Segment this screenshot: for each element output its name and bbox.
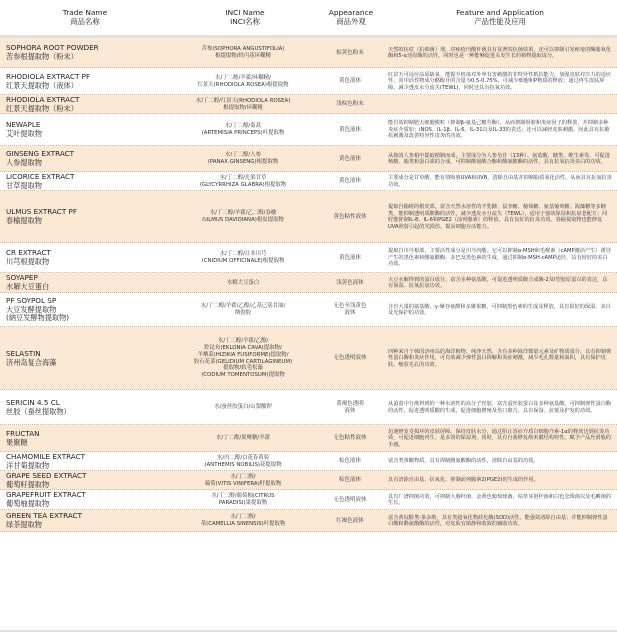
appearance-cell <box>320 172 380 191</box>
inci-name-cell <box>168 510 318 532</box>
appearance-cell-text: 无色至浅黄色 <box>333 303 367 309</box>
table-row <box>0 273 617 293</box>
feature-cell <box>388 243 612 273</box>
feature-cell-text: 大豆水解得到的蛋白成分，富含多种氨基酸，可促进透明质酸合成酶-2及I型胶原蛋白的表达，具有保湿、抗氧抗衰功效。 <box>388 276 608 289</box>
inci-name-cell-text: 胶石花菜(GELIDIUM CARTILAGINEUM) <box>193 358 293 365</box>
inci-name-cell-text: 葡萄(VITIS VINIFERA)籽提取物 <box>204 480 282 487</box>
inci-name-cell-text: 水/丁二醇/羊藿/环糊精/ <box>215 74 271 81</box>
appearance-cell-text: 浅棕色粉末 <box>336 101 364 107</box>
inci-name-cell-text: 水/丁二醇/红景天(RHODIOLA ROSEA) <box>195 97 291 104</box>
trade-name-cell-text: SELASTIN <box>6 348 41 358</box>
header-appearance-en: Appearance <box>328 7 374 17</box>
feature-cell <box>388 95 612 114</box>
feature-cell <box>388 425 612 452</box>
inci-name-cell <box>168 273 318 293</box>
header-feature-en: Feature and Application <box>456 7 544 17</box>
inci-name-cell <box>168 172 318 191</box>
trade-name-cell <box>6 68 166 95</box>
appearance-cell-text: 红褐色液体 <box>336 517 364 524</box>
inci-name-cell-text: 水解大豆蛋白 <box>226 279 260 286</box>
appearance-cell-text: 无色粘性液体 <box>333 435 367 441</box>
appearance-cell <box>320 490 380 510</box>
inci-name-cell-text: 水/丁二醇/羊藿/乙二醇/春榆 <box>209 210 277 217</box>
trade-name-cell-text: GREEN TEA EXTRACT <box>6 511 83 521</box>
trade-name-cell <box>6 510 166 532</box>
table-row <box>0 510 617 532</box>
inci-name-cell-text: 根提取物/环糊精 <box>223 104 263 111</box>
header-appearance <box>316 0 386 33</box>
feature-cell <box>388 327 612 390</box>
trade-name-cell-text: 人参提取物 <box>6 158 42 167</box>
table-row <box>0 68 617 95</box>
feature-cell-text: 天然的抗痘（抗细菌）剂，对痤疮丙酸杆菌具有显著的抗菌效果，还可以抑制引发痤疮的酶脂氧化酶和5-α还原酶的活性，同时也是一种能够促进头发生长的植物提取成分。 <box>388 46 612 59</box>
table-row <box>0 293 617 327</box>
table-row <box>0 425 617 452</box>
table-row <box>0 191 617 243</box>
inci-name-cell-text: 羊栖菜(HIZIKIA FUSIFORME)提取物/ <box>197 351 289 358</box>
trade-name-cell-text: 济州岛复合海藻 <box>6 357 57 367</box>
appearance-cell <box>320 146 380 172</box>
trade-name-cell <box>6 243 166 273</box>
appearance-cell-text: 棕黄色粉末 <box>336 49 364 56</box>
feature-cell-text: 能有效抑制肥大细胞脱粒（抑制β-氨基己糖苷酶），从而抑制组胺和炎症因子的释放，并抑制多种炎症介质如：iNOS、IL-1β、IL-6、IL-31以及IL-33的表达；还可以减轻皮肤刺激，因此具有抗敏抗刺激及改善特异性皮炎的功效。 <box>388 120 610 140</box>
feature-cell <box>388 293 612 327</box>
trade-name-cell-text: ULMUS EXTRACT PF <box>6 207 77 217</box>
appearance-cell <box>320 390 380 425</box>
appearance-cell <box>320 243 380 273</box>
table-row <box>0 114 617 146</box>
inci-name-cell-text: 水/丁二醇/光果甘草 <box>219 174 267 181</box>
appearance-cell-text: 无色透明液体 <box>333 496 367 503</box>
inci-name-cell-text: 水/丁二醇/羊藿/乙醇/乙基己基甘油/ <box>200 303 286 310</box>
feature-cell-text: 四种来自于韩国济州岛的海洋植物，纯净天然，含有多种海洋微量元素及矿物质成分，具有抑制弹性蛋白酶和炎症作用，可有效减少弹性蛋白降解和炎症刺激，减少毛孔数量和面积，具有保护皮肤、缩放毛孔的功效。 <box>388 348 612 368</box>
appearance-cell <box>320 510 380 532</box>
appearance-cell-text: 棕色液体 <box>338 477 361 483</box>
header-trade-name <box>20 0 150 33</box>
feature-cell <box>388 452 612 471</box>
header-inci-name-en: INCI Name <box>225 7 265 17</box>
appearance-cell <box>320 114 380 146</box>
appearance-cell <box>320 38 380 68</box>
feature-cell <box>388 114 612 146</box>
trade-name-cell-text: 果聚糖 <box>6 437 28 447</box>
inci-name-cell <box>168 327 318 390</box>
feature-cell <box>388 471 612 490</box>
inci-name-cell <box>168 390 318 425</box>
table-header <box>0 0 617 33</box>
appearance-cell <box>320 273 380 293</box>
inci-name-cell <box>168 452 318 471</box>
feature-cell <box>388 68 612 95</box>
appearance-cell <box>320 191 380 243</box>
trade-name-cell <box>6 490 166 510</box>
appearance-cell-text: 黄色粘性液体 <box>333 213 367 220</box>
inci-name-cell-text: 腔昆布(EKLONIA CAVA)提取物/ <box>204 344 282 351</box>
trade-name-cell-text: SOYAPEP <box>6 273 38 283</box>
trade-name-cell-text: 葡萄籽提取物 <box>6 479 50 489</box>
trade-name-cell-text: 甘草提取物 <box>6 180 42 190</box>
trade-name-cell <box>6 293 166 327</box>
header-feature-cn: 产品性能及应用 <box>474 16 526 26</box>
feature-cell <box>388 146 612 172</box>
feature-cell-text: 提取自榆树的根皮部，富含天然水溶性的羊乳糖、鼠李糖、葡萄糖、氨基葡萄糖、海藻糖等多糖类。能抑制透明质酸酶的活性，减少透皮水分流失（TEWL），适用于强效保湿和抗衰老配方；同时能抑制IL-8、IL-6和PGE2（前列腺素）的释放，具有良好的抗炎功效。春榆提取物也能修复UVA照射引起的光损伤，提高细胞存活能力。 <box>388 204 608 230</box>
trade-name-cell <box>6 146 166 172</box>
row-separator <box>0 531 617 532</box>
appearance-cell <box>320 452 380 471</box>
feature-cell-text: 红景天可适应高原缺氧、能提升机体对外界有害刺激的非特异性抵抗能力，加强皮肤对压力的适应性，其中活性物成分酪醇苷的含量为0.5-0.75%，可减少细胞和P物质的释放；通过再生皮肤屏障，减少透皮水分流失(TEWL)，同时还具有抗氧功效。 <box>388 71 612 91</box>
table-row <box>0 390 617 425</box>
trade-name-cell <box>6 390 166 425</box>
header-inci-name-cn: INCI名称 <box>230 16 260 26</box>
trade-name-cell-text: 红景天提取物（液体） <box>6 80 78 90</box>
trade-name-cell-text: 红景天提取物（粉末） <box>6 103 78 113</box>
trade-name-cell-text: PF SOYPOL SP <box>6 296 57 306</box>
appearance-cell <box>320 471 380 490</box>
inci-name-cell <box>168 191 318 243</box>
inci-name-cell <box>168 114 318 146</box>
inci-name-cell-text: 水/丁二醇/ <box>230 514 256 521</box>
inci-name-cell <box>168 490 318 510</box>
inci-name-cell-text: 水/丁二醇/日本川芎 <box>219 251 267 258</box>
footer-divider <box>0 630 617 632</box>
feature-cell-text: 迅速修复受损坏的皮肤屏障，保持皮肤水分，通过阻止炎症介质白细胞介素-1α的释放达到抗炎功效，可促进细胞再生，是多效的保湿剂，同时，具有自我修复纳米膜结构特性，赋予产品丝滑般的手感。 <box>388 428 612 448</box>
feature-cell-text: 具有清除自由基、抗氧化、抑制前列腺素2(PGE2)的生成的作用。 <box>388 477 539 484</box>
trade-name-cell-text: CR EXTRACT <box>6 248 51 258</box>
inci-name-cell-text: 纳孢胶 <box>234 310 252 316</box>
table-row <box>0 327 617 390</box>
trade-name-cell-text: 苦参根提取物（粉末） <box>6 52 78 61</box>
trade-name-cell-text: 水解大豆蛋白 <box>6 282 50 291</box>
feature-cell <box>388 510 612 532</box>
inci-name-cell-text: 苦参(SOPHORA ANGUSTIFOLIA) <box>201 46 285 53</box>
appearance-cell-text: 液体 <box>344 407 356 414</box>
appearance-cell-text: 黄色液体 <box>338 155 361 162</box>
table-row <box>0 38 617 68</box>
inci-name-cell-text: 水/丙二醇/白花春黄菊 <box>216 454 270 461</box>
inci-name-cell-text: PARADISI)果提取物 <box>218 500 268 506</box>
trade-name-cell-text: 丝胶（蚕丝提取物） <box>6 406 71 416</box>
trade-name-cell-text: 大豆发酵提取物 <box>6 304 57 314</box>
table-row <box>0 95 617 114</box>
inci-name-cell-text: 根提取物/经丙基环糊精 <box>215 53 271 59</box>
appearance-cell <box>320 327 380 390</box>
feature-cell <box>388 38 612 68</box>
trade-name-cell <box>6 471 166 490</box>
trade-name-cell-text: 艾叶提取物 <box>6 129 42 138</box>
appearance-cell-text: 棕色液体 <box>338 458 361 464</box>
feature-cell-text: 含有大量的氨基酸、γ-聚谷氨酸和多聚果糖，可抑制黑色素的生成及释放，具有很好的保湿、美白及光保护的功效。 <box>388 303 611 316</box>
trade-name-cell <box>6 452 166 471</box>
trade-name-cell-text: SOPHORA ROOT POWDER <box>6 43 99 53</box>
header-trade-name-en: Trade Name <box>62 7 108 17</box>
feature-cell <box>388 390 612 425</box>
trade-name-cell <box>6 114 166 146</box>
inci-name-cell-text: 红景天(RHODIOLA ROSEA)根提取物 <box>197 81 289 88</box>
appearance-cell <box>320 425 380 452</box>
table-row <box>0 452 617 471</box>
trade-name-cell-text: 洋甘菊提取物 <box>6 460 50 470</box>
header-trade-name-cn: 商品名称 <box>70 16 100 26</box>
feature-cell-text: 从韩国人参根中提取精制而成，主要成分为人参皂苷（13种）、氨基酸、糖类、维生素等。可促进核酸、脂类和蛋白质的合成，可抑制酪氨酸合酶和酪氨酸酶的活性，具有抗氧抗炎美白的功效。 <box>388 152 610 165</box>
appearance-cell-text: 黄色液体 <box>338 126 361 133</box>
trade-name-cell-text: 绿茶提取物 <box>6 520 42 529</box>
appearance-cell-text: 黄褐色透明 <box>336 400 364 407</box>
feature-cell-text: 提取自川芎根部，主要活性成分是川芎内酯。它可以抑制α-MSH和毛喉素（cAMP激活产生）诱导产生的黑色素和酪氨酸酶，多巴及黑色素的生成，通过抑制α-MSH-cAMP途径，具有较好的美白功效。 <box>388 248 611 268</box>
trade-name-cell-text: RHODIOLA EXTRACT PF <box>6 71 91 81</box>
inci-name-cell-text: (ARTEMISIA PRINCEPS)叶提取物 <box>201 130 285 136</box>
trade-name-cell <box>6 191 166 243</box>
trade-name-cell <box>6 327 166 390</box>
appearance-cell-text: 液体 <box>344 310 356 316</box>
inci-name-cell <box>168 243 318 273</box>
inci-name-cell-text: (PANAX GINSENG)根提取物 <box>207 159 279 165</box>
trade-name-cell-text: 川芎根提取物 <box>6 257 50 266</box>
table-row <box>0 243 617 273</box>
appearance-cell <box>320 95 380 114</box>
trade-name-cell-text: GRAPE SEED EXTRACT <box>6 470 87 480</box>
table-row <box>0 490 617 510</box>
trade-name-cell-text: RHODIOLA EXTRACT <box>6 94 80 104</box>
feature-cell <box>388 490 612 510</box>
inci-name-cell-text: 水/丁二醇/葡萄柚(CITRUS <box>211 493 275 500</box>
inci-name-cell-text: 水/丁二醇/人参 <box>225 152 261 159</box>
table-row <box>0 471 617 490</box>
inci-name-cell <box>168 146 318 172</box>
appearance-cell <box>320 293 380 327</box>
feature-cell <box>388 273 612 293</box>
inci-name-cell <box>168 293 318 327</box>
trade-name-cell <box>6 172 166 191</box>
inci-name-cell-text: 提取物/软毛松藻 <box>223 365 263 372</box>
appearance-cell <box>320 68 380 95</box>
trade-name-cell-text: CHAMOMILE EXTRACT <box>6 451 85 461</box>
inci-name-cell <box>168 425 318 452</box>
inci-name-cell-text: 水/丁二醇/羊藿/乙醇/ <box>217 337 269 344</box>
inci-name-cell-text: (CODIUM TOMENTOSUM)提取物 <box>201 372 285 379</box>
inci-name-cell-text: (ANTHEMIS NOBILIS)花提取物 <box>204 461 282 468</box>
feature-cell <box>388 191 612 243</box>
trade-name-cell <box>6 95 166 114</box>
feature-cell <box>388 172 612 191</box>
inci-name-cell-text: (GLYCYRRHIZA GLABRA)根提取物 <box>199 181 287 188</box>
table-row <box>0 146 617 172</box>
feature-cell-text: 具有广谱抑菌功效，可抑制大肠杆菌、金黄色葡萄球菌、枯草芽孢杆菌和白色念珠菌以及毛癣菌的生长。 <box>388 493 612 506</box>
trade-name-cell-text: (納豆发酵物提取物) <box>6 313 70 323</box>
inci-name-cell-text: (CNIDIUM OFFICINALE)根提取物 <box>201 258 285 264</box>
feature-cell-text: 富含黄烷醇类-茶多酚，具有类超氧化物歧化酶(SOD)活性，能强效清除自由基；并能抑制弹性蛋白酶和酪氨酸酶的活性，对皮肤有镇静和收敛的辅助功效。 <box>388 514 608 527</box>
inci-name-cell-text: 水/丁二醇/果聚糖/羊藿 <box>216 435 270 442</box>
trade-name-cell <box>6 38 166 68</box>
trade-name-cell-text: GINSENG EXTRACT <box>6 149 75 159</box>
feature-cell-text: 从蚕茧中分离得到的一种水溶性的高分子丝胶，富含蚕丝胶蛋白及多种氨基酸。可抑制弹性蛋白酶的活性，促进透明质酸的生成，促进细胞增殖及伤口愈合，具有保湿、抗皱及护发的功效。 <box>388 401 612 414</box>
inci-name-cell <box>168 95 318 114</box>
header-appearance-cn: 商品外观 <box>336 16 366 26</box>
trade-name-cell-text: GRAPEFRUIT EXTRACT <box>6 490 86 500</box>
trade-name-cell-text: SERICIN 4.5 CL <box>6 397 60 407</box>
trade-name-cell-text: LICORICE EXTRACT <box>6 171 75 181</box>
inci-name-cell-text: 水/蚕丝胶蛋白/山梨酸钾 <box>214 404 272 411</box>
inci-name-cell-text: 茶(CAMELLIA SINENSIS)叶提取物 <box>200 521 286 527</box>
inci-name-cell-text: 水/丁二醇/菊蒿 <box>225 123 261 130</box>
inci-name-cell <box>168 38 318 68</box>
appearance-cell-text: 黄色液体 <box>338 78 361 84</box>
appearance-cell-text: 黄色液体 <box>338 178 361 184</box>
trade-name-cell <box>6 425 166 452</box>
appearance-cell-text: 浅黄色液体 <box>336 279 364 286</box>
inci-name-cell-text: (ULMUS DAVIDIANA)根皮提取物 <box>202 217 284 223</box>
table-row <box>0 172 617 191</box>
inci-name-cell <box>168 471 318 490</box>
trade-name-cell-text: 春榆提取物 <box>6 216 42 225</box>
trade-name-cell-text: 葡萄柚提取物 <box>6 499 50 508</box>
inci-name-cell-text: 水/丁二醇/ <box>230 473 256 480</box>
header-feature <box>420 0 580 33</box>
trade-name-cell-text: FRUCTAN <box>6 428 40 438</box>
inci-name-cell <box>168 68 318 95</box>
feature-cell-text: 主要成分是甘草酸，能有效吸收UVA和UVB，清除自由基并抑制脂质氧化活性，从而具有抗氧抗炎功效。 <box>388 175 612 188</box>
feature-cell-text: 富含类黄酮物质，具有抑制酪氨酸酶的活性，清除自由基的功效。 <box>388 458 539 465</box>
appearance-cell-text: 黄色液体 <box>338 254 361 261</box>
trade-name-cell-text: NEWAPLE <box>6 120 41 130</box>
header-inci-name <box>180 0 310 33</box>
trade-name-cell <box>6 273 166 293</box>
appearance-cell-text: 无色透明液体 <box>333 355 367 361</box>
